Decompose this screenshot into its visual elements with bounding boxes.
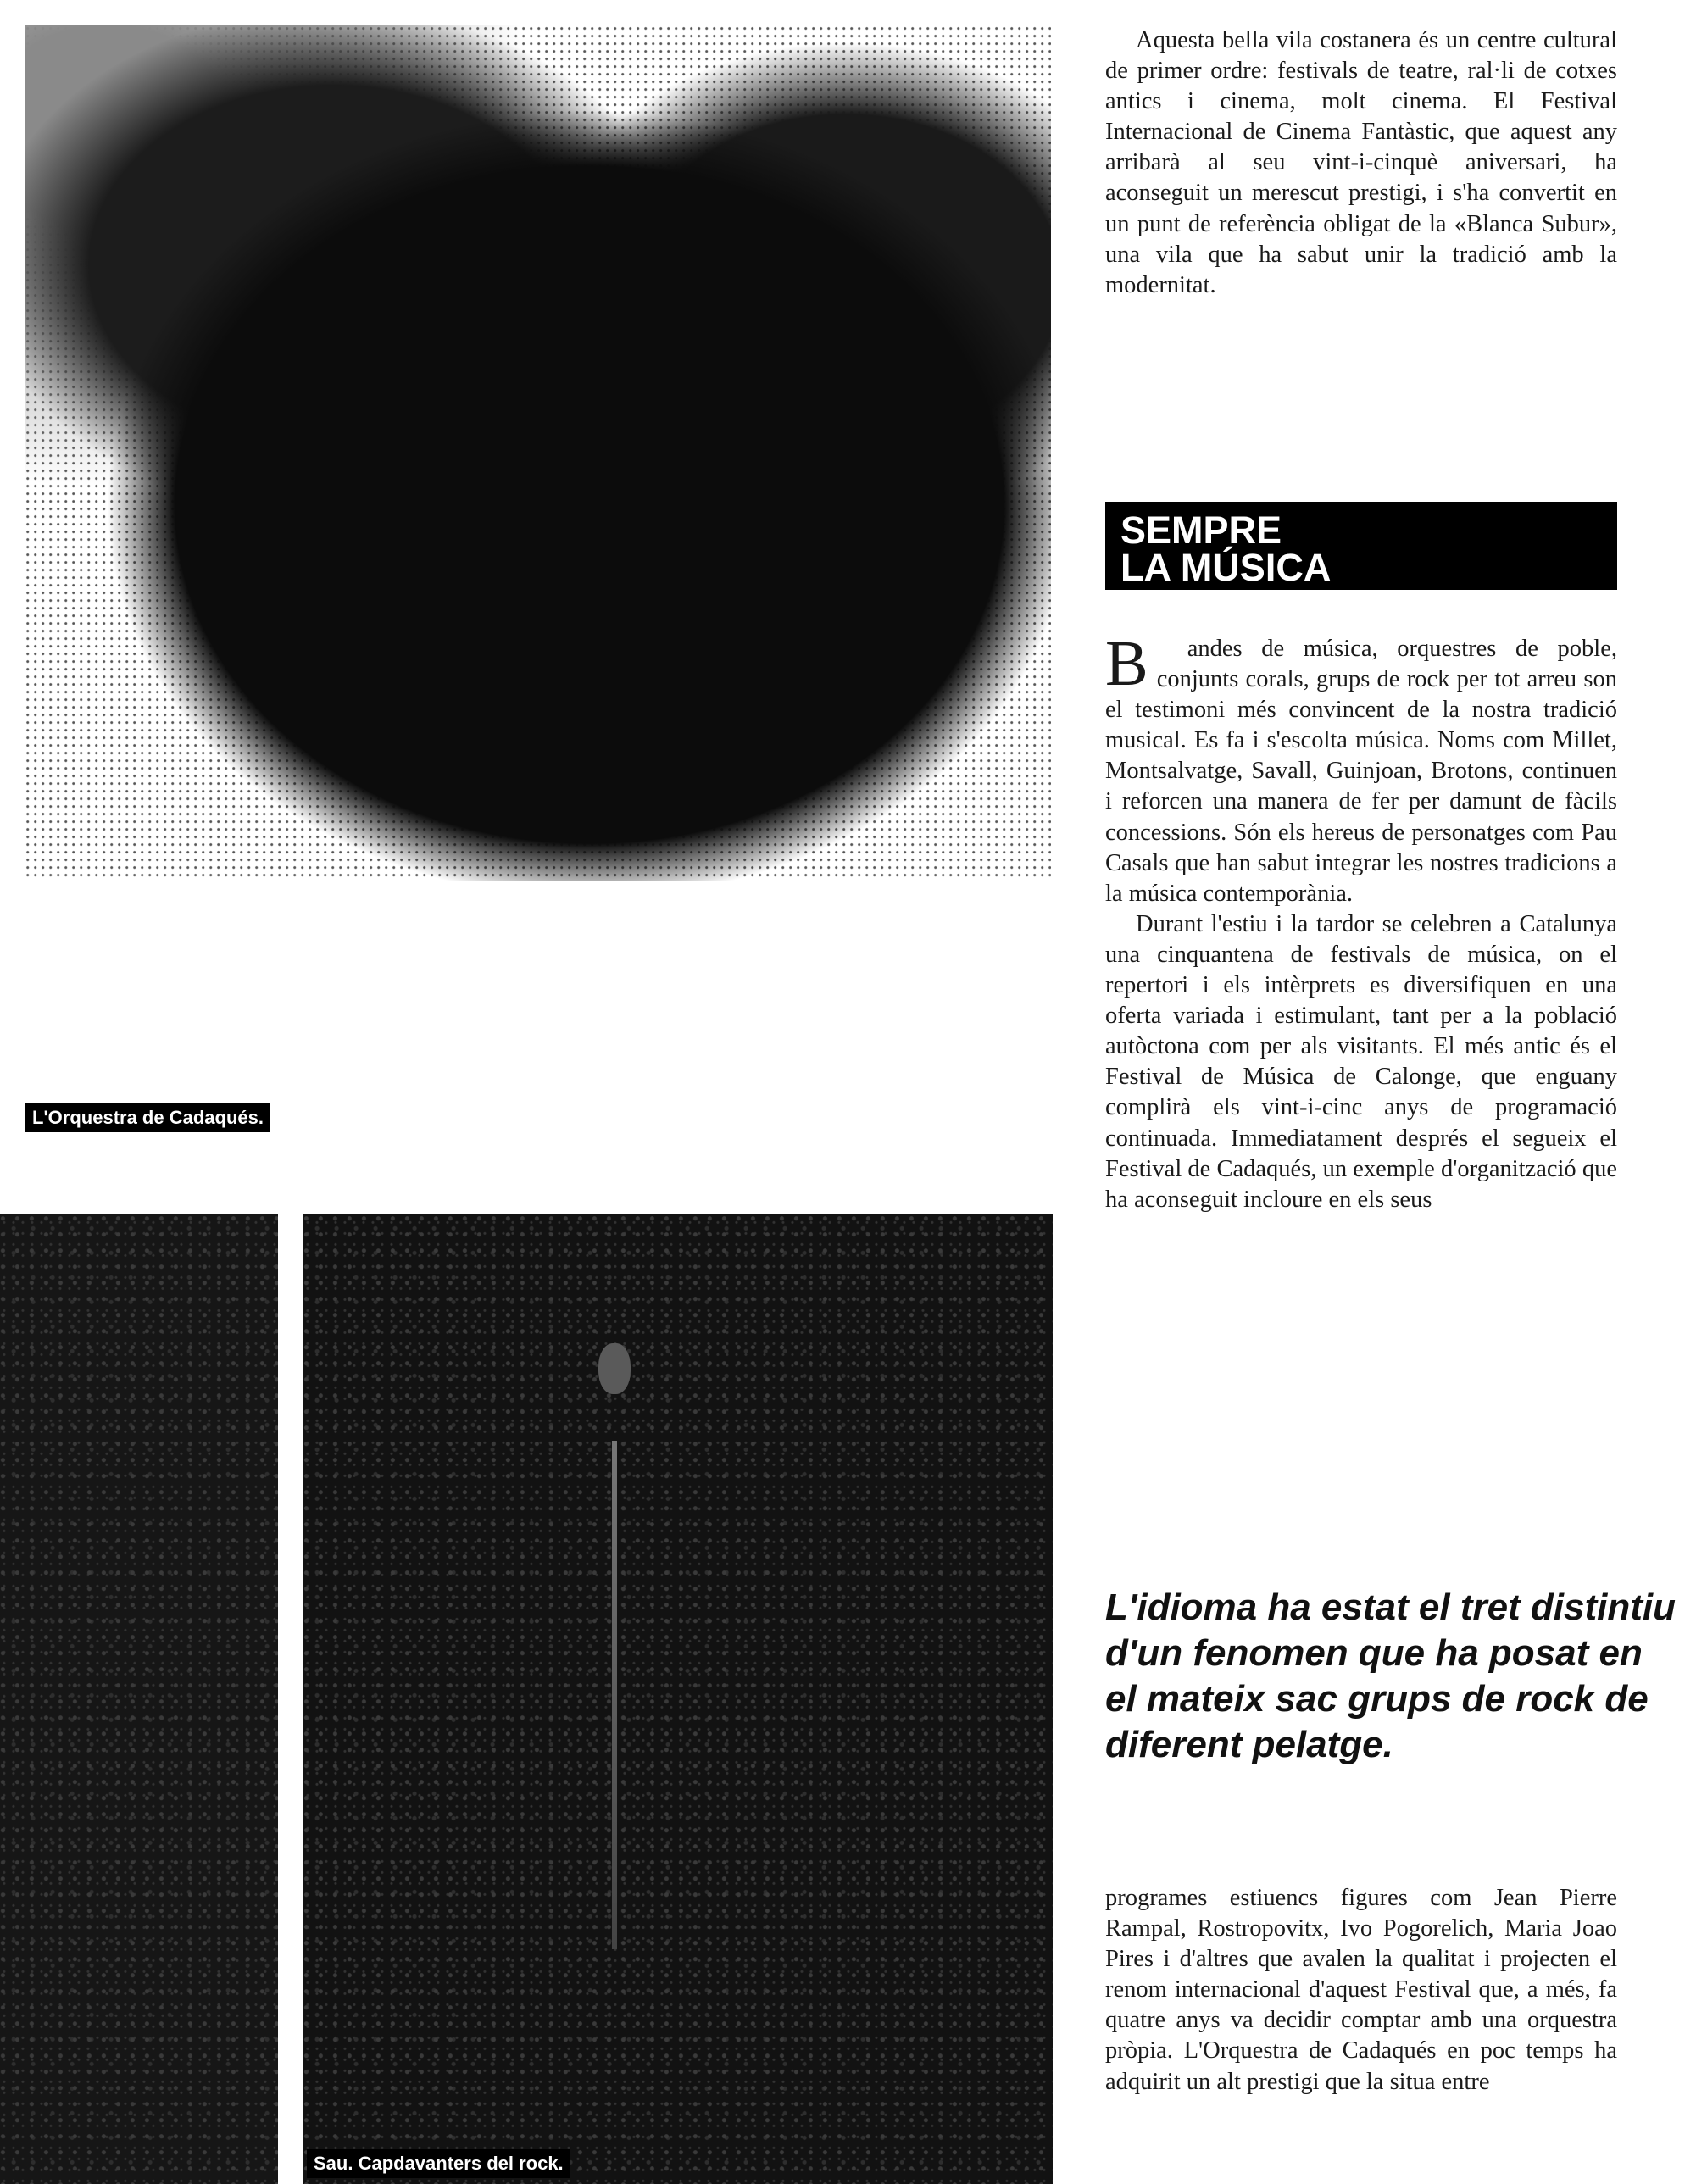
orchestra-photo xyxy=(25,25,1051,881)
orchestra-caption: L'Orquestra de Cadaqués. xyxy=(25,1103,270,1132)
body-column-continued xyxy=(1105,1883,1617,2098)
intro-column xyxy=(1105,25,1617,301)
body-paragraph-1-text: andes de música, orquestres de poble, conjunts corals, grups de rock per tot arreu son el testimoni més convincent de la nostra tradició musical. Es fa i s'escolta música. Noms com Millet, Montsalvatge, Savall, Guinjoan, Brotons, continuen i reforcen una manera de fer per damunt de fàcils concessions. Són els hereus de personatges com Pau Casals que han sabut integrar les nostres tradicions a la música contemporània. xyxy=(1105,636,1617,907)
concert-photo-left xyxy=(0,1214,278,2184)
intro-paragraph: Aquesta bella vila costanera és un centre cultural de primer ordre: festivals de teatre, ral·li de cotxes antics i cinema, molt cinema. El Festival Internacional de Cinema Fantàstic, que aquest any arribarà al seu vint-i-cinquè aniversari, ha aconseguit un merescut prestigi, i s'ha convertit en un punt de referència obligat de la «Blanca Subur», una vila que ha sabut unir la tradició amb la modernitat. xyxy=(1105,27,1617,298)
body-column xyxy=(1105,628,1617,1215)
section-heading-line2: LA MÚSICA xyxy=(1120,546,1332,589)
sau-caption: Sau. Capdavanters del rock. xyxy=(307,2149,570,2178)
body-paragraph-1 xyxy=(1105,628,1617,909)
pull-quote: L'idioma ha estat el tret distintiu d'un fenomen que ha posat en el mateix sac grups de rock de diferent pelatge. xyxy=(1105,1587,1676,1765)
microphone-stand-shape xyxy=(612,1441,617,1949)
sau-photo xyxy=(303,1214,1053,2184)
section-heading-line1: SEMPRE xyxy=(1120,508,1282,552)
section-heading xyxy=(1105,502,1617,590)
drop-cap: B xyxy=(1105,628,1148,699)
body-paragraph-3: programes estiuencs figures com Jean Pierre Rampal, Rostropovitx, Ivo Pogorelich, Maria Joao Pires i d'altres que avalen la qualitat i projecten el renom internacional d'aquest Festival que, a més, fa quatre anys va decidir comptar amb una orquestra pròpia. L'Orquestra de Cadaqués en poc temps ha adquirit un alt prestigi que la situa entre xyxy=(1105,1885,1617,2095)
microphone-shape xyxy=(598,1343,631,1394)
body-paragraph-2: Durant l'estiu i la tardor se celebren a Catalunya una cinquantena de festivals de música, on el repertori i els intèrprets es diversifiquen en una oferta variada i estimulant, tant per a la població autòctona com per als visitants. El més antic és el Festival de Música de Calonge, que enguany complirà els vint-i-cinc anys de programació continuada. Immediatament després el segueix el Festival de Cadaqués, un exemple d'organització que ha aconseguit incloure en els seus xyxy=(1105,910,1617,1213)
